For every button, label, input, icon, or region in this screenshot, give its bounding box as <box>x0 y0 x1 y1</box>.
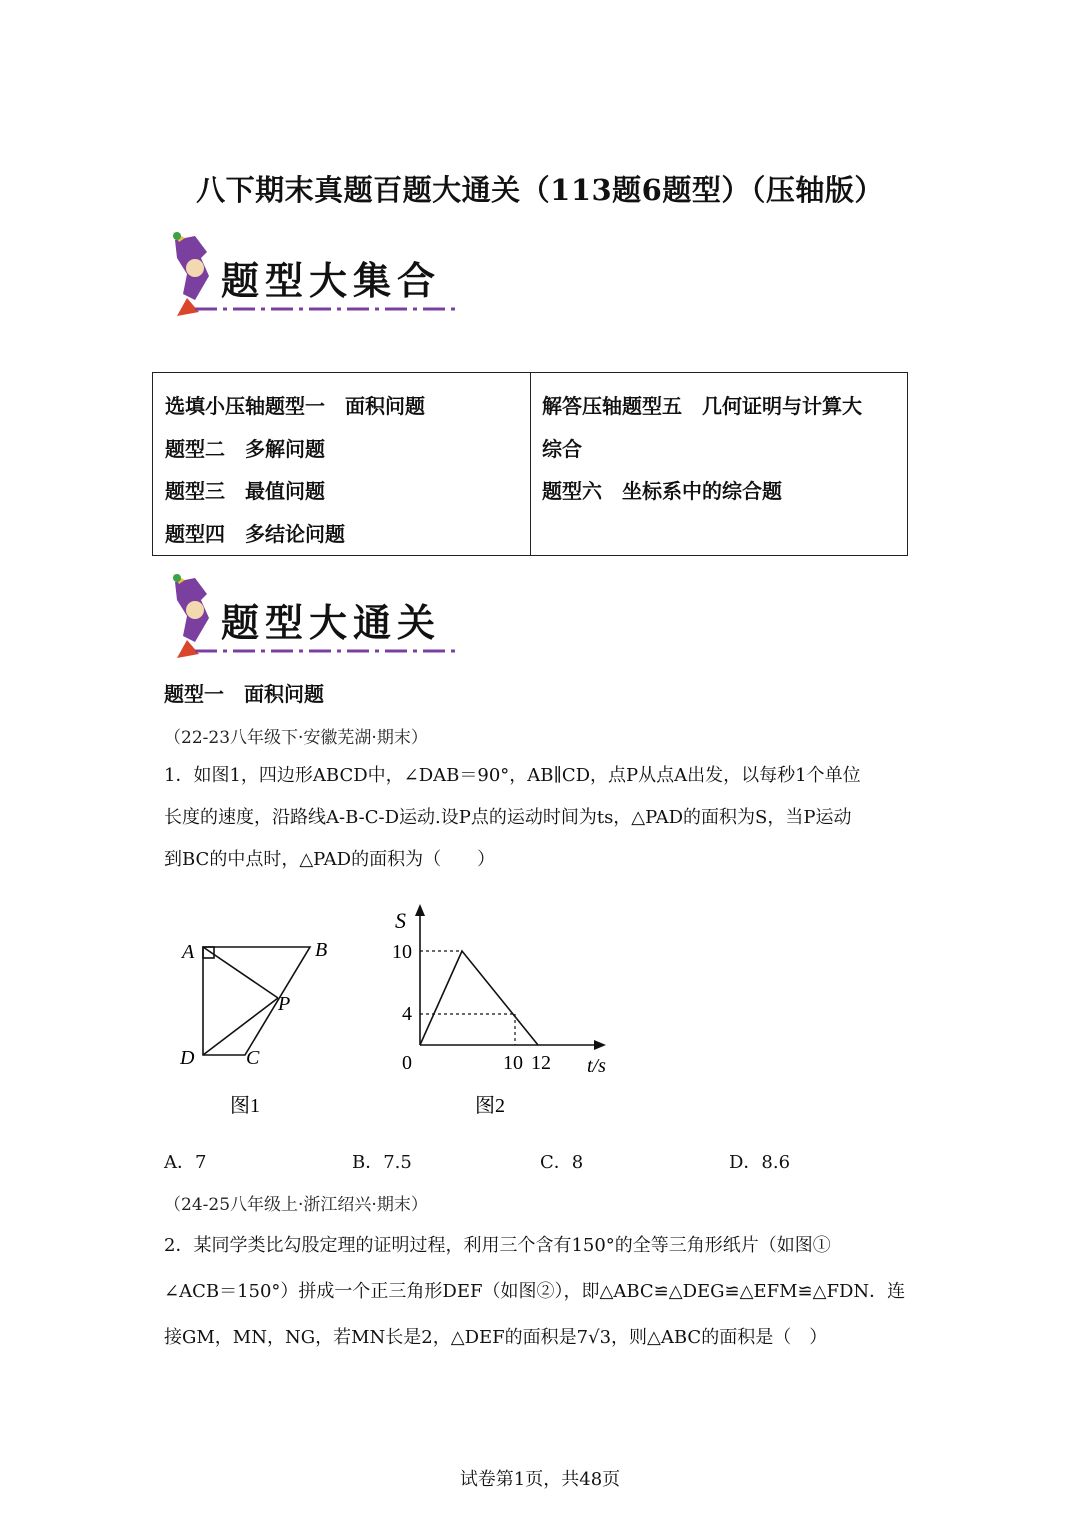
question-line: 接GM，MN，NG，若MN长是2，△DEF的面积是7√3，则△ABC的面积是（ ） <box>164 1327 828 1348</box>
topic-item: 题型二 多解问题 <box>165 436 325 461</box>
topic-item: 题型三 最值问题 <box>165 479 325 503</box>
y-axis-arrow <box>415 904 425 916</box>
tick-y-4: 4 <box>402 1003 412 1025</box>
question-line: 2．某同学类比勾股定理的证明过程，利用三个含有150°的全等三角形纸片（如图① <box>164 1235 831 1256</box>
figure-2-caption: 图2 <box>475 1095 505 1117</box>
topic-item: 题型六 坐标系中的综合题 <box>542 479 782 503</box>
question-line: ∠ACB＝150°）拼成一个正三角形DEF（如图②），即△ABC≌△DEG≌△EFM≌△FDN．连 <box>164 1281 906 1302</box>
figure-1-caption: 图1 <box>230 1095 260 1117</box>
y-axis-label: S <box>395 908 406 933</box>
question-line: 1．如图1，四边形ABCD中，∠DAB＝90°，AB∥CD，点P从点A出发，以每秒1个单位 <box>164 765 861 786</box>
label-p: P <box>278 993 291 1015</box>
banner-title: 题型大通关 <box>221 601 442 645</box>
banner-practice <box>165 570 465 662</box>
tick-x-10: 10 <box>503 1052 523 1074</box>
banner-collection <box>165 228 465 320</box>
x-axis-arrow <box>594 1040 606 1050</box>
segment-dp <box>203 998 278 1055</box>
tick-x-12: 12 <box>531 1052 551 1074</box>
graph-s-t <box>420 951 538 1045</box>
topic-table <box>152 372 908 556</box>
page-title: 八下期末真题百题大通关（113题6题型）（压轴版） <box>196 173 884 207</box>
question-1 <box>164 755 924 881</box>
choice-c[interactable]: C．8 <box>540 1152 584 1173</box>
banner-underline <box>195 306 460 312</box>
question-source: （24-25八年级上·浙江绍兴·期末） <box>164 1195 428 1215</box>
banner-title: 题型大集合 <box>221 259 442 303</box>
choice-d[interactable]: D．8.6 <box>729 1152 791 1173</box>
banner-underline <box>195 648 460 654</box>
origin-label: 0 <box>402 1052 412 1074</box>
question-source: （22-23八年级下·安徽芜湖·期末） <box>164 728 428 748</box>
topic-item: 选填小压轴题型一 面积问题 <box>165 394 425 418</box>
topic-column-left <box>153 373 531 555</box>
tick-y-10: 10 <box>392 941 412 963</box>
x-axis-label: t/s <box>587 1055 606 1077</box>
label-b: B <box>315 939 328 961</box>
page-footer: 试卷第1页，共48页 <box>459 1469 621 1490</box>
figure-2 <box>385 900 625 1122</box>
label-a: A <box>182 941 195 963</box>
topic-item: 题型四 多结论问题 <box>165 521 345 546</box>
question-line: 到BC的中点时，△PAD的面积为（ ） <box>164 849 496 870</box>
quadrilateral-abcd <box>203 947 310 1055</box>
section-heading: 题型一 面积问题 <box>164 682 324 706</box>
question-2 <box>164 1223 924 1361</box>
label-c: C <box>246 1047 260 1069</box>
topic-item: 解答压轴题型五 几何证明与计算大 <box>542 394 862 418</box>
topic-item: 综合 <box>542 436 582 461</box>
figure-1 <box>170 930 350 1120</box>
question-line: 长度的速度，沿路线A-B-C-D运动.设P点的运动时间为ts，△PAD的面积为S，当P运动 <box>164 807 852 828</box>
topic-column-right <box>531 373 907 555</box>
label-d: D <box>180 1047 195 1069</box>
segment-ap <box>203 947 278 998</box>
choice-b[interactable]: B．7.5 <box>352 1152 412 1173</box>
choice-a[interactable]: A．7 <box>164 1152 207 1173</box>
